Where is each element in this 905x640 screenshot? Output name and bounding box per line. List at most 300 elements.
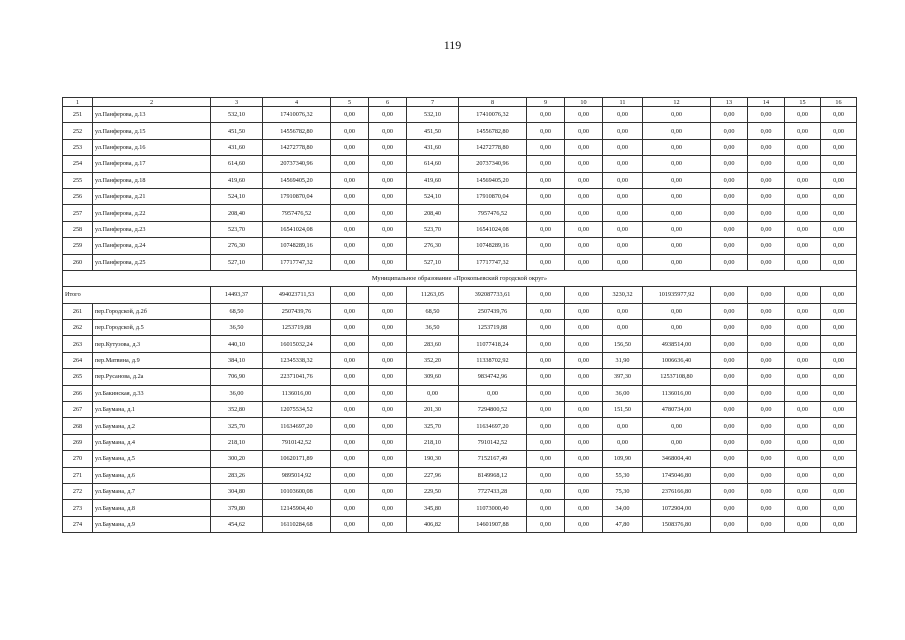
value-cell: 0,00 bbox=[748, 205, 785, 221]
value-cell: 0,00 bbox=[821, 139, 857, 155]
value-cell: 0,00 bbox=[603, 221, 643, 237]
value-cell: 0,00 bbox=[331, 172, 369, 188]
value-cell: 0,00 bbox=[331, 385, 369, 401]
value-cell: 431,60 bbox=[407, 139, 459, 155]
value-cell: 0,00 bbox=[565, 139, 603, 155]
value-cell: 0,00 bbox=[527, 451, 565, 467]
housing-table bbox=[62, 97, 857, 533]
value-cell: 36,50 bbox=[407, 320, 459, 336]
value-cell: 0,00 bbox=[369, 336, 407, 352]
value-cell: 0,00 bbox=[821, 434, 857, 450]
value-cell: 0,00 bbox=[331, 320, 369, 336]
column-number: 4 bbox=[263, 98, 331, 107]
value-cell: 16541024,08 bbox=[459, 221, 527, 237]
value-cell: 0,00 bbox=[331, 483, 369, 499]
value-cell: 0,00 bbox=[369, 172, 407, 188]
value-cell: 300,20 bbox=[211, 451, 263, 467]
value-cell: 0,00 bbox=[711, 221, 748, 237]
value-cell: 0,00 bbox=[603, 139, 643, 155]
value-cell: 0,00 bbox=[331, 451, 369, 467]
value-cell: 0,00 bbox=[565, 254, 603, 270]
value-cell: 0,00 bbox=[821, 352, 857, 368]
value-cell: 0,00 bbox=[785, 385, 821, 401]
total-value: 392087733,61 bbox=[459, 287, 527, 303]
value-cell: 0,00 bbox=[821, 483, 857, 499]
value-cell: 0,00 bbox=[369, 188, 407, 204]
value-cell: 0,00 bbox=[527, 188, 565, 204]
value-cell: 0,00 bbox=[331, 205, 369, 221]
value-cell: 0,00 bbox=[565, 172, 603, 188]
value-cell: 276,30 bbox=[407, 238, 459, 254]
value-cell: 0,00 bbox=[369, 156, 407, 172]
value-cell: 0,00 bbox=[369, 451, 407, 467]
value-cell: 10748289,16 bbox=[263, 238, 331, 254]
value-cell: 0,00 bbox=[748, 303, 785, 319]
value-cell: 12537108,80 bbox=[643, 369, 711, 385]
value-cell: 190,30 bbox=[407, 451, 459, 467]
value-cell: 12145904,40 bbox=[263, 500, 331, 516]
value-cell: 0,00 bbox=[331, 139, 369, 155]
value-cell: 527,10 bbox=[407, 254, 459, 270]
value-cell: 7910142,52 bbox=[459, 434, 527, 450]
value-cell: 0,00 bbox=[748, 188, 785, 204]
value-cell: 0,00 bbox=[369, 221, 407, 237]
value-cell: 0,00 bbox=[748, 172, 785, 188]
value-cell: 431,60 bbox=[211, 139, 263, 155]
value-cell: 0,00 bbox=[527, 254, 565, 270]
value-cell: 0,00 bbox=[565, 156, 603, 172]
address-cell: ул.Панферова, д.25 bbox=[93, 254, 211, 270]
value-cell: 0,00 bbox=[603, 205, 643, 221]
address-cell: ул.Панферова, д.18 bbox=[93, 172, 211, 188]
value-cell: 0,00 bbox=[821, 336, 857, 352]
value-cell: 0,00 bbox=[821, 467, 857, 483]
value-cell: 68,50 bbox=[407, 303, 459, 319]
value-cell: 524,10 bbox=[407, 188, 459, 204]
value-cell: 0,00 bbox=[565, 123, 603, 139]
value-cell: 0,00 bbox=[331, 516, 369, 532]
value-cell: 0,00 bbox=[369, 205, 407, 221]
row-number: 271 bbox=[63, 467, 93, 483]
value-cell: 0,00 bbox=[711, 254, 748, 270]
value-cell: 0,00 bbox=[711, 336, 748, 352]
value-cell: 11073000,40 bbox=[459, 500, 527, 516]
column-number: 9 bbox=[527, 98, 565, 107]
column-number: 2 bbox=[93, 98, 211, 107]
column-number: 16 bbox=[821, 98, 857, 107]
value-cell: 0,00 bbox=[785, 123, 821, 139]
value-cell: 0,00 bbox=[527, 467, 565, 483]
total-value: 0,00 bbox=[565, 287, 603, 303]
value-cell: 36,50 bbox=[211, 320, 263, 336]
value-cell: 1253719,88 bbox=[263, 320, 331, 336]
value-cell: 12345338,32 bbox=[263, 352, 331, 368]
value-cell: 208,40 bbox=[407, 205, 459, 221]
column-number: 10 bbox=[565, 98, 603, 107]
row-number: 256 bbox=[63, 188, 93, 204]
address-cell: пер.Кутузова, д.3 bbox=[93, 336, 211, 352]
total-value: 14493,37 bbox=[211, 287, 263, 303]
value-cell: 384,10 bbox=[211, 352, 263, 368]
value-cell: 17717747,32 bbox=[459, 254, 527, 270]
value-cell: 0,00 bbox=[711, 320, 748, 336]
value-cell: 0,00 bbox=[603, 434, 643, 450]
value-cell: 0,00 bbox=[527, 139, 565, 155]
value-cell: 11077418,24 bbox=[459, 336, 527, 352]
row-number: 268 bbox=[63, 418, 93, 434]
value-cell: 0,00 bbox=[821, 205, 857, 221]
value-cell: 227,96 bbox=[407, 467, 459, 483]
value-cell: 614,60 bbox=[211, 156, 263, 172]
value-cell: 151,50 bbox=[603, 402, 643, 418]
value-cell: 0,00 bbox=[785, 352, 821, 368]
address-cell: ул.Панферова, д.13 bbox=[93, 107, 211, 123]
value-cell: 0,00 bbox=[331, 238, 369, 254]
value-cell: 0,00 bbox=[369, 483, 407, 499]
value-cell: 0,00 bbox=[785, 107, 821, 123]
value-cell: 14569405,20 bbox=[263, 172, 331, 188]
value-cell: 0,00 bbox=[527, 303, 565, 319]
address-cell: ул.Баумана, д.2 bbox=[93, 418, 211, 434]
row-number: 270 bbox=[63, 451, 93, 467]
value-cell: 2507439,76 bbox=[459, 303, 527, 319]
value-cell: 0,00 bbox=[643, 254, 711, 270]
table-body bbox=[63, 98, 857, 533]
value-cell: 0,00 bbox=[565, 205, 603, 221]
value-cell: 10748289,16 bbox=[459, 238, 527, 254]
value-cell: 0,00 bbox=[331, 467, 369, 483]
value-cell: 523,70 bbox=[407, 221, 459, 237]
value-cell: 0,00 bbox=[331, 221, 369, 237]
value-cell: 0,00 bbox=[748, 107, 785, 123]
column-number-row bbox=[63, 98, 857, 107]
value-cell: 0,00 bbox=[821, 303, 857, 319]
value-cell: 0,00 bbox=[748, 402, 785, 418]
value-cell: 532,10 bbox=[211, 107, 263, 123]
value-cell: 419,60 bbox=[211, 172, 263, 188]
value-cell: 325,70 bbox=[211, 418, 263, 434]
value-cell: 406,82 bbox=[407, 516, 459, 532]
column-number: 1 bbox=[63, 98, 93, 107]
address-cell: пер.Русанова, д.2а bbox=[93, 369, 211, 385]
value-cell: 55,30 bbox=[603, 467, 643, 483]
value-cell: 16015032,24 bbox=[263, 336, 331, 352]
value-cell: 0,00 bbox=[785, 369, 821, 385]
value-cell: 0,00 bbox=[785, 516, 821, 532]
value-cell: 0,00 bbox=[711, 352, 748, 368]
value-cell: 0,00 bbox=[527, 352, 565, 368]
total-value: 0,00 bbox=[785, 287, 821, 303]
total-value: 0,00 bbox=[711, 287, 748, 303]
value-cell: 2376166,80 bbox=[643, 483, 711, 499]
value-cell: 0,00 bbox=[643, 205, 711, 221]
value-cell: 276,30 bbox=[211, 238, 263, 254]
value-cell: 0,00 bbox=[527, 205, 565, 221]
page-number: 119 bbox=[443, 38, 462, 52]
table-row bbox=[63, 238, 857, 254]
address-cell: ул.Панферова, д.24 bbox=[93, 238, 211, 254]
value-cell: 0,00 bbox=[369, 369, 407, 385]
value-cell: 0,00 bbox=[748, 369, 785, 385]
value-cell: 2507439,76 bbox=[263, 303, 331, 319]
address-cell: ул.Баумана, д.6 bbox=[93, 467, 211, 483]
value-cell: 1136016,00 bbox=[643, 385, 711, 401]
table-row bbox=[63, 156, 857, 172]
value-cell: 0,00 bbox=[711, 385, 748, 401]
column-number: 14 bbox=[748, 98, 785, 107]
total-value: 0,00 bbox=[369, 287, 407, 303]
value-cell: 527,10 bbox=[211, 254, 263, 270]
value-cell: 0,00 bbox=[785, 254, 821, 270]
value-cell: 0,00 bbox=[711, 402, 748, 418]
column-number: 6 bbox=[369, 98, 407, 107]
value-cell: 0,00 bbox=[603, 156, 643, 172]
value-cell: 7294800,52 bbox=[459, 402, 527, 418]
value-cell: 0,00 bbox=[821, 516, 857, 532]
value-cell: 0,00 bbox=[565, 483, 603, 499]
value-cell: 0,00 bbox=[603, 418, 643, 434]
value-cell: 0,00 bbox=[331, 418, 369, 434]
value-cell: 0,00 bbox=[821, 385, 857, 401]
value-cell: 454,62 bbox=[211, 516, 263, 532]
value-cell: 0,00 bbox=[643, 418, 711, 434]
value-cell: 1253719,88 bbox=[459, 320, 527, 336]
value-cell: 0,00 bbox=[821, 451, 857, 467]
value-cell: 8149968,12 bbox=[459, 467, 527, 483]
row-number: 258 bbox=[63, 221, 93, 237]
value-cell: 0,00 bbox=[331, 402, 369, 418]
value-cell: 4780734,00 bbox=[643, 402, 711, 418]
value-cell: 0,00 bbox=[527, 434, 565, 450]
value-cell: 20737340,96 bbox=[459, 156, 527, 172]
value-cell: 0,00 bbox=[369, 418, 407, 434]
value-cell: 0,00 bbox=[785, 451, 821, 467]
column-number: 8 bbox=[459, 98, 527, 107]
value-cell: 0,00 bbox=[821, 188, 857, 204]
value-cell: 12075534,52 bbox=[263, 402, 331, 418]
column-number: 11 bbox=[603, 98, 643, 107]
address-cell: ул.Панферова, д.22 bbox=[93, 205, 211, 221]
value-cell: 0,00 bbox=[527, 123, 565, 139]
value-cell: 0,00 bbox=[331, 156, 369, 172]
total-row bbox=[63, 287, 857, 303]
value-cell: 0,00 bbox=[785, 172, 821, 188]
value-cell: 0,00 bbox=[711, 483, 748, 499]
row-number: 261 bbox=[63, 303, 93, 319]
value-cell: 0,00 bbox=[643, 123, 711, 139]
column-number: 12 bbox=[643, 98, 711, 107]
value-cell: 0,00 bbox=[821, 172, 857, 188]
value-cell: 0,00 bbox=[785, 418, 821, 434]
value-cell: 0,00 bbox=[603, 320, 643, 336]
value-cell: 36,00 bbox=[603, 385, 643, 401]
row-number: 269 bbox=[63, 434, 93, 450]
value-cell: 0,00 bbox=[785, 320, 821, 336]
value-cell: 109,90 bbox=[603, 451, 643, 467]
value-cell: 218,10 bbox=[211, 434, 263, 450]
value-cell: 0,00 bbox=[821, 221, 857, 237]
value-cell: 0,00 bbox=[711, 467, 748, 483]
value-cell: 0,00 bbox=[748, 434, 785, 450]
table-row bbox=[63, 451, 857, 467]
value-cell: 10103600,08 bbox=[263, 483, 331, 499]
value-cell: 0,00 bbox=[527, 418, 565, 434]
value-cell: 451,50 bbox=[211, 123, 263, 139]
value-cell: 309,60 bbox=[407, 369, 459, 385]
value-cell: 0,00 bbox=[748, 385, 785, 401]
value-cell: 0,00 bbox=[331, 123, 369, 139]
value-cell: 14556782,80 bbox=[459, 123, 527, 139]
table-row bbox=[63, 107, 857, 123]
value-cell: 283,60 bbox=[407, 336, 459, 352]
value-cell: 0,00 bbox=[711, 107, 748, 123]
value-cell: 0,00 bbox=[527, 385, 565, 401]
value-cell: 0,00 bbox=[527, 320, 565, 336]
value-cell: 0,00 bbox=[748, 238, 785, 254]
value-cell: 14569405,20 bbox=[459, 172, 527, 188]
value-cell: 9895014,92 bbox=[263, 467, 331, 483]
table-row bbox=[63, 303, 857, 319]
value-cell: 0,00 bbox=[785, 221, 821, 237]
table-row bbox=[63, 254, 857, 270]
row-number: 274 bbox=[63, 516, 93, 532]
value-cell: 7910142,52 bbox=[263, 434, 331, 450]
value-cell: 208,40 bbox=[211, 205, 263, 221]
value-cell: 419,60 bbox=[407, 172, 459, 188]
value-cell: 11634697,20 bbox=[263, 418, 331, 434]
value-cell: 0,00 bbox=[565, 352, 603, 368]
value-cell: 0,00 bbox=[331, 188, 369, 204]
value-cell: 47,80 bbox=[603, 516, 643, 532]
value-cell: 14272778,80 bbox=[263, 139, 331, 155]
value-cell: 36,00 bbox=[211, 385, 263, 401]
value-cell: 0,00 bbox=[565, 516, 603, 532]
value-cell: 0,00 bbox=[565, 385, 603, 401]
value-cell: 0,00 bbox=[369, 385, 407, 401]
value-cell: 7957476,52 bbox=[459, 205, 527, 221]
value-cell: 229,50 bbox=[407, 483, 459, 499]
value-cell: 0,00 bbox=[369, 352, 407, 368]
value-cell: 0,00 bbox=[821, 500, 857, 516]
value-cell: 0,00 bbox=[748, 500, 785, 516]
address-cell: пер.Матвина, д.9 bbox=[93, 352, 211, 368]
value-cell: 3468004,40 bbox=[643, 451, 711, 467]
value-cell: 0,00 bbox=[821, 254, 857, 270]
value-cell: 0,00 bbox=[643, 320, 711, 336]
address-cell: ул.Баумана, д.9 bbox=[93, 516, 211, 532]
table-row bbox=[63, 483, 857, 499]
value-cell: 0,00 bbox=[643, 172, 711, 188]
value-cell: 0,00 bbox=[711, 500, 748, 516]
value-cell: 1136016,00 bbox=[263, 385, 331, 401]
value-cell: 0,00 bbox=[748, 123, 785, 139]
value-cell: 523,70 bbox=[211, 221, 263, 237]
column-number: 3 bbox=[211, 98, 263, 107]
value-cell: 0,00 bbox=[821, 402, 857, 418]
value-cell: 156,50 bbox=[603, 336, 643, 352]
table-row bbox=[63, 369, 857, 385]
value-cell: 0,00 bbox=[748, 336, 785, 352]
value-cell: 325,70 bbox=[407, 418, 459, 434]
value-cell: 0,00 bbox=[527, 500, 565, 516]
value-cell: 14272778,80 bbox=[459, 139, 527, 155]
column-number: 15 bbox=[785, 98, 821, 107]
value-cell: 22371041,76 bbox=[263, 369, 331, 385]
value-cell: 0,00 bbox=[711, 139, 748, 155]
value-cell: 0,00 bbox=[369, 320, 407, 336]
value-cell: 0,00 bbox=[603, 107, 643, 123]
value-cell: 0,00 bbox=[603, 172, 643, 188]
value-cell: 0,00 bbox=[748, 221, 785, 237]
value-cell: 0,00 bbox=[748, 516, 785, 532]
value-cell: 7152167,49 bbox=[459, 451, 527, 467]
value-cell: 0,00 bbox=[565, 107, 603, 123]
value-cell: 1006636,40 bbox=[643, 352, 711, 368]
value-cell: 0,00 bbox=[369, 500, 407, 516]
value-cell: 17410076,32 bbox=[263, 107, 331, 123]
value-cell: 9834742,96 bbox=[459, 369, 527, 385]
value-cell: 0,00 bbox=[785, 139, 821, 155]
value-cell: 201,30 bbox=[407, 402, 459, 418]
row-number: 255 bbox=[63, 172, 93, 188]
value-cell: 0,00 bbox=[643, 238, 711, 254]
value-cell: 397,30 bbox=[603, 369, 643, 385]
value-cell: 0,00 bbox=[711, 238, 748, 254]
value-cell: 0,00 bbox=[527, 107, 565, 123]
value-cell: 0,00 bbox=[711, 303, 748, 319]
value-cell: 17410076,32 bbox=[459, 107, 527, 123]
value-cell: 379,80 bbox=[211, 500, 263, 516]
row-number: 272 bbox=[63, 483, 93, 499]
total-label: Итого bbox=[63, 287, 211, 303]
value-cell: 11338702,92 bbox=[459, 352, 527, 368]
value-cell: 352,80 bbox=[211, 402, 263, 418]
value-cell: 0,00 bbox=[331, 352, 369, 368]
table-row bbox=[63, 418, 857, 434]
value-cell: 1072904,00 bbox=[643, 500, 711, 516]
table-row bbox=[63, 385, 857, 401]
address-cell: ул.Панферова, д.21 bbox=[93, 188, 211, 204]
address-cell: ул.Панферова, д.23 bbox=[93, 221, 211, 237]
row-number: 252 bbox=[63, 123, 93, 139]
table-row bbox=[63, 221, 857, 237]
row-number: 264 bbox=[63, 352, 93, 368]
table-row bbox=[63, 516, 857, 532]
value-cell: 0,00 bbox=[643, 156, 711, 172]
table-row bbox=[63, 123, 857, 139]
value-cell: 0,00 bbox=[748, 418, 785, 434]
value-cell: 0,00 bbox=[711, 516, 748, 532]
row-number: 254 bbox=[63, 156, 93, 172]
value-cell: 0,00 bbox=[785, 188, 821, 204]
value-cell: 0,00 bbox=[369, 254, 407, 270]
value-cell: 0,00 bbox=[748, 352, 785, 368]
value-cell: 304,80 bbox=[211, 483, 263, 499]
value-cell: 0,00 bbox=[603, 254, 643, 270]
value-cell: 10620171,89 bbox=[263, 451, 331, 467]
value-cell: 0,00 bbox=[748, 451, 785, 467]
address-cell: ул.Баумана, д.1 bbox=[93, 402, 211, 418]
value-cell: 0,00 bbox=[821, 123, 857, 139]
column-number: 13 bbox=[711, 98, 748, 107]
value-cell: 0,00 bbox=[643, 434, 711, 450]
value-cell: 218,10 bbox=[407, 434, 459, 450]
value-cell: 283,26 bbox=[211, 467, 263, 483]
value-cell: 0,00 bbox=[527, 369, 565, 385]
value-cell: 0,00 bbox=[331, 369, 369, 385]
row-number: 273 bbox=[63, 500, 93, 516]
value-cell: 0,00 bbox=[565, 451, 603, 467]
